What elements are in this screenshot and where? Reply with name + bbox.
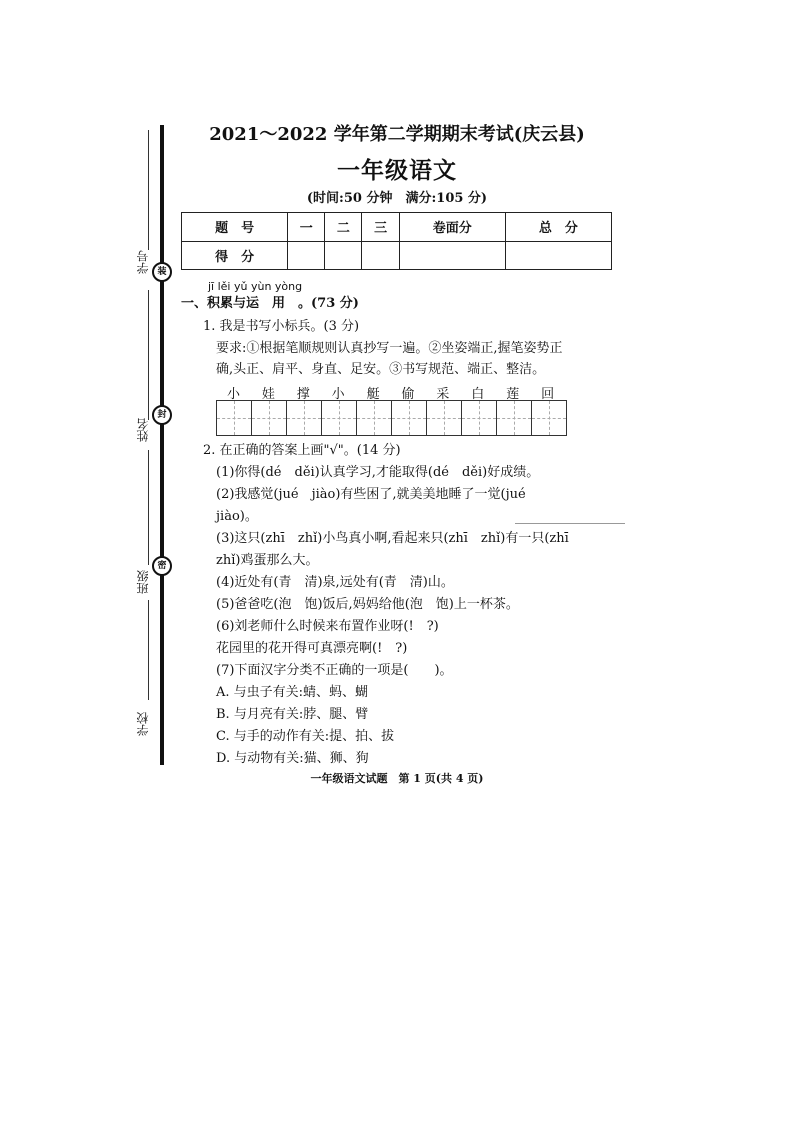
writing-cell[interactable] [462, 401, 497, 435]
section-pinyin: jī lěi yǔ yùn yòng [208, 280, 303, 293]
score-input-cell[interactable] [399, 241, 505, 270]
school-blank[interactable] [148, 600, 149, 700]
exam-meta: (时间:50 分钟 满分:105 分) [306, 191, 488, 206]
seal-mi: 密 [152, 556, 172, 576]
score-input-cell[interactable] [325, 241, 362, 270]
score-header-cell: 总 分 [505, 213, 611, 242]
writing-cell[interactable] [532, 401, 566, 435]
seal-feng: 封 [152, 405, 172, 425]
section-heading: 一、积累与运 用 。(73 分) [181, 296, 359, 311]
stray-line [515, 523, 625, 524]
q2-option: C. 与手的动作有关:提、拍、拔 [216, 729, 395, 744]
q2-line: (6)刘老师什么时候来布置作业呀(! ?) [216, 619, 439, 634]
writing-cell[interactable] [427, 401, 462, 435]
q2-line: (1)你得(dé děi)认真学习,才能取得(dé děi)好成绩。 [216, 465, 540, 480]
score-header-cell: 卷面分 [399, 213, 505, 242]
copy-char: 偷 [401, 387, 415, 402]
writing-grid [216, 400, 567, 436]
writing-cell[interactable] [497, 401, 532, 435]
q2-line: zhǐ)鸡蛋那么大。 [216, 553, 319, 568]
copy-char: 撑 [296, 387, 310, 402]
student-id-label: 学号 [136, 250, 150, 274]
seal-zhuang: 装 [152, 262, 172, 282]
page-footer: 一年级语文试题 第 1 页(共 4 页) [310, 772, 484, 785]
score-header-cell: 三 [362, 213, 399, 242]
writing-cell[interactable] [217, 401, 252, 435]
writing-cell[interactable] [322, 401, 357, 435]
writing-cell[interactable] [287, 401, 322, 435]
copy-char: 娃 [261, 387, 275, 402]
score-table-score-row [182, 241, 612, 270]
q1-requirement-line: 确,头正、肩平、身直、足安。③书写规范、端正、整洁。 [216, 362, 546, 377]
binding-line [160, 125, 164, 765]
score-header-cell: 二 [325, 213, 362, 242]
score-input-cell[interactable] [288, 241, 325, 270]
writing-cell[interactable] [392, 401, 427, 435]
exam-subtitle: 一年级语文 [337, 157, 457, 184]
exam-title: 2021～2022 学年第二学期期末考试(庆云县) [209, 124, 585, 145]
copy-char: 莲 [506, 387, 520, 402]
score-input-cell[interactable] [505, 241, 611, 270]
copy-char: 回 [541, 387, 555, 402]
q2-line: (5)爸爸吃(泡 饱)饭后,妈妈给他(泡 饱)上一杯茶。 [216, 597, 519, 612]
q2-line: (2)我感觉(jué jiào)有些困了,就美美地睡了一觉(jué [216, 487, 526, 502]
q2-option: D. 与动物有关:猫、狮、狗 [216, 751, 369, 766]
q2-option: B. 与月亮有关:脖、腿、臂 [216, 707, 369, 722]
score-header-cell: 题 号 [182, 213, 288, 242]
writing-cell[interactable] [357, 401, 392, 435]
q1-title: 1. 我是书写小标兵。(3 分) [203, 319, 360, 334]
score-row-label: 得 分 [182, 241, 288, 270]
q2-option: A. 与虫子有关:蜻、蚂、蝴 [216, 685, 369, 700]
q2-line: jiào)。 [216, 509, 258, 524]
score-input-cell[interactable] [362, 241, 399, 270]
q2-line: 花园里的花开得可真漂亮啊(! ?) [216, 641, 408, 656]
writing-cell[interactable] [252, 401, 287, 435]
copy-char: 小 [226, 387, 240, 402]
copy-char: 采 [436, 387, 450, 402]
score-table [181, 212, 612, 270]
score-header-cell: 一 [288, 213, 325, 242]
score-table-header-row [182, 213, 612, 242]
q2-line: (4)近处有(青 清)泉,远处有(青 清)山。 [216, 575, 454, 590]
q2-line: (3)这只(zhī zhǐ)小鸟真小啊,看起来只(zhī zhǐ)有一只(zhī [216, 531, 569, 546]
q1-requirement-line: 要求:①根据笔顺规则认真抄写一遍。②坐姿端正,握笔姿势正 [216, 341, 563, 356]
class-label: 班级 [136, 570, 150, 594]
copy-char: 小 [331, 387, 345, 402]
copy-char: 艇 [366, 387, 380, 402]
name-label: 姓名 [136, 418, 150, 442]
class-blank[interactable] [148, 450, 149, 565]
q2-title: 2. 在正确的答案上画"√"。(14 分) [203, 443, 401, 458]
school-label: 学校 [136, 712, 150, 736]
q2-line: (7)下面汉字分类不正确的一项是( )。 [216, 663, 453, 678]
name-blank[interactable] [148, 290, 149, 420]
copy-char: 白 [471, 387, 485, 402]
